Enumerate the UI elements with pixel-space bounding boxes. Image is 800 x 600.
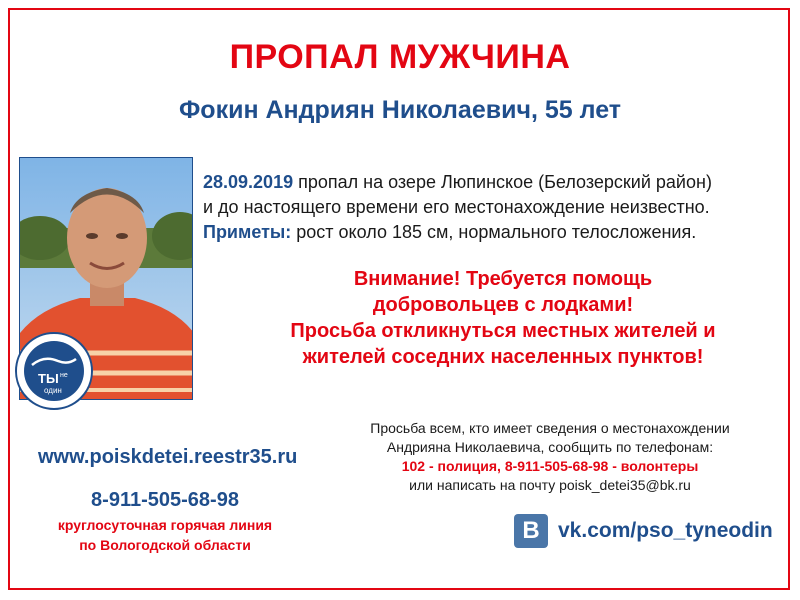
signs-label: Приметы: — [203, 222, 292, 242]
contact-email: или написать на почту poisk_detei35@bk.ru — [409, 477, 691, 493]
contact-line-2: Андрияна Николаевича, сообщить по телефонам: — [386, 439, 714, 455]
details-line-2: и до настоящего времени его местонахождение неизвестно. — [203, 197, 710, 217]
vk-link[interactable]: vk.com/pso_tyneodin — [558, 519, 773, 542]
appeal-line: жителей соседних населенных пунктов! — [302, 346, 704, 368]
hotline-line-2: по Вологодской области — [79, 537, 251, 553]
appeal-line: добровольцев с лодками! — [372, 294, 634, 316]
appeal-line: Просьба откликнуться местных жителей и — [290, 320, 716, 342]
logo-text-main: ТЫ — [38, 371, 59, 386]
signs-text: рост около 185 см, нормального телосложения. — [291, 222, 697, 242]
volunteer-appeal — [223, 266, 783, 370]
logo-text-sub: один — [44, 386, 62, 395]
logo-text-sup: не — [60, 372, 68, 379]
vk-group[interactable] — [514, 513, 773, 549]
details-line-3 — [203, 220, 793, 245]
disappearance-place: пропал на озере Люпинское (Белозерский район) — [293, 172, 712, 192]
contact-line-1: Просьба всем, кто имеет сведения о местонахождении — [370, 420, 730, 436]
contact-phones: 102 - полиция, 8-911-505-68-98 - волонтеры — [401, 458, 699, 474]
appeal-line: Внимание! Требуется помощь — [353, 268, 653, 290]
hotline-line-1: круглосуточная горячая линия — [57, 517, 273, 533]
contact-request — [330, 419, 770, 495]
details-line-1 — [203, 170, 793, 195]
hotline-phone[interactable]: 8-911-505-68-98 — [91, 489, 239, 511]
poster-title: ПРОПАЛ МУЖЧИНА — [229, 38, 571, 76]
ty-ne-odin-logo — [14, 331, 94, 411]
missing-person-name: Фокин Андриян Николаевич, 55 лет — [178, 96, 622, 124]
hotline-description — [0, 515, 330, 555]
disappearance-date: 28.09.2019 — [203, 172, 294, 192]
disappearance-details — [203, 170, 793, 245]
vk-icon: B — [514, 514, 548, 548]
website-link[interactable]: www.poiskdetei.reestr35.ru — [38, 446, 298, 468]
